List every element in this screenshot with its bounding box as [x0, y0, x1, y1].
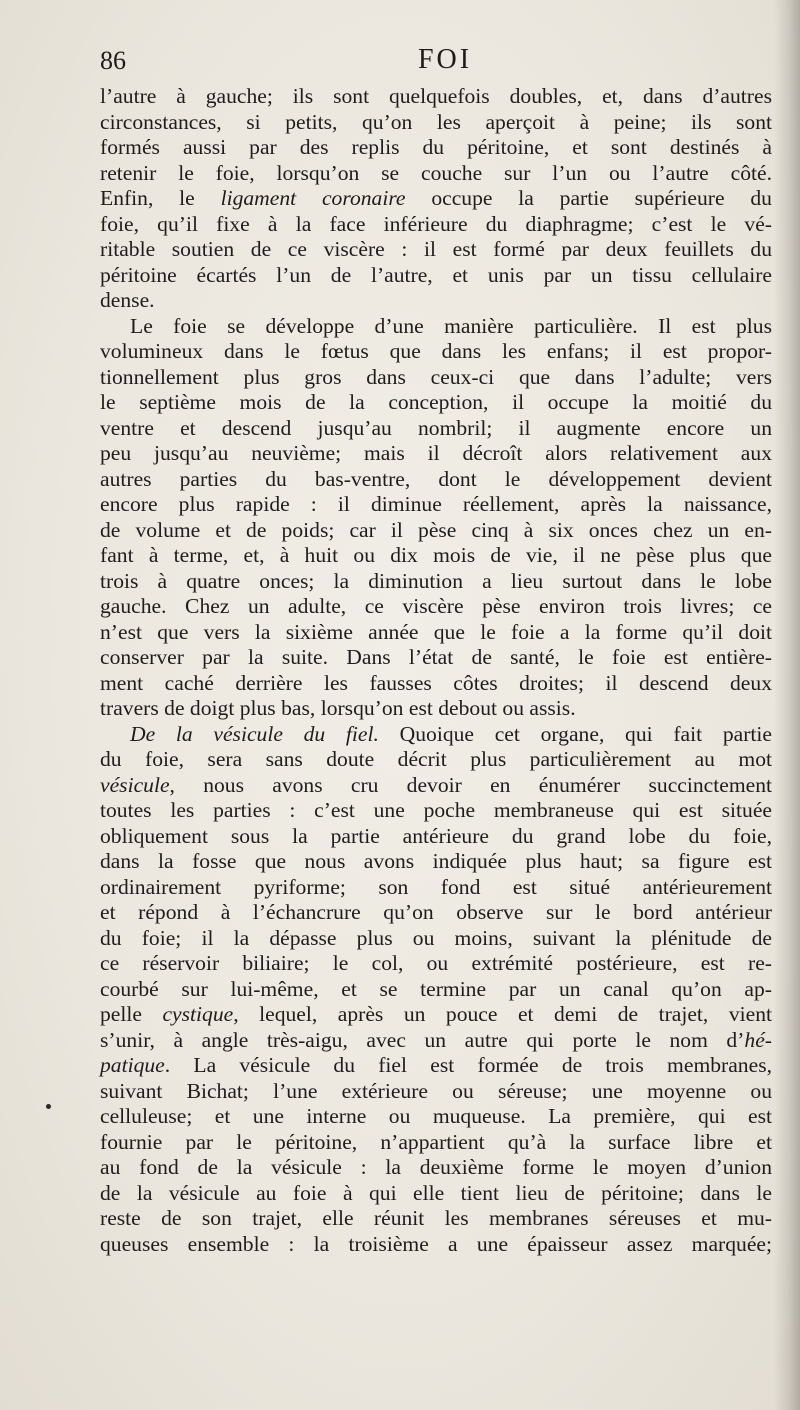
text-line: pelle cystique, lequel, après un pouce et demi de trajet, vient: [100, 1002, 772, 1026]
text-line: du foie, sera sans doute décrit plus particulièrement au mot: [100, 747, 772, 771]
text-line: conserver par la suite. Dans l’état de santé, le foie est entière-: [100, 645, 772, 669]
text-line: ordinairement pyriforme; son fond est situé antérieurement: [100, 874, 772, 899]
text-line: gauche. Chez un adulte, ce viscère pèse environ trois livres; ce: [100, 594, 772, 618]
text-line: peu jusqu’au neuvième; mais il décroît alors relativement aux: [100, 441, 772, 465]
italic-term: cystique: [162, 1002, 234, 1026]
text-line: tionnellement plus gros dans ceux-ci que dans l’adulte; vers: [100, 364, 772, 389]
text-line: De la vésicule du fiel. Quoique cet organe, qui fait partie: [130, 721, 772, 746]
text-line: suivant Bichat; l’une extérieure ou séreuse; une moyenne ou: [100, 1078, 772, 1103]
text-line: queuses ensemble : la troisième a une épaisseur assez marquée;: [100, 1231, 772, 1256]
text-line: l’autre à gauche; ils sont quelquefois doubles, et, dans d’autres: [100, 84, 772, 108]
text-line: trois à quatre onces; la diminution a lieu surtout dans le lobe: [100, 568, 772, 593]
text-line: celluleuse; et une interne ou muqueuse. La première, qui est: [100, 1104, 772, 1128]
text-line: du foie; il la dépasse plus ou moins, suivant la plénitude de: [100, 925, 772, 950]
italic-term: ligament coronaire: [220, 186, 406, 210]
text-line: reste de son trajet, elle réunit les membranes séreuses et mu-: [100, 1206, 772, 1230]
body-text: [100, 84, 772, 1257]
text-line: ritable soutien de ce viscère : il est formé par deux feuillets du: [100, 237, 772, 261]
text-line: et répond à l’échancrure qu’on observe sur le bord antérieur: [100, 900, 772, 924]
text-line: vésicule, nous avons cru devoir en énumérer succinctement: [100, 772, 772, 797]
text-line: autres parties du bas-ventre, dont le développement devient: [100, 466, 772, 491]
running-head: FOI: [417, 44, 473, 75]
text-line: n’est que vers la sixième année que le foie a la forme qu’il doit: [100, 619, 772, 644]
italic-term: patique: [100, 1053, 165, 1077]
text-line: formés aussi par des replis du péritoine, et sont destinés à: [100, 135, 772, 159]
text-line: courbé sur lui-même, et se termine par un canal qu’on ap-: [100, 976, 772, 1001]
text-line: circonstances, si petits, qu’on les aperçoit à peine; ils sont: [100, 109, 772, 134]
text-line: encore plus rapide : il diminue réellement, après la naissance,: [100, 492, 772, 516]
text-line: s’unir, à angle très-aigu, avec un autre qui porte le nom d’hé-: [100, 1027, 772, 1052]
text-line: toutes les parties : c’est une poche membraneuse qui est située: [100, 798, 772, 822]
page-gutter-shadow: [774, 0, 800, 1410]
text-line: patique. La vésicule du fiel est formée de trois membranes,: [100, 1053, 772, 1077]
italic-term: hé-: [744, 1027, 772, 1052]
text-line: fant à terme, et, à huit ou dix mois de vie, il ne pèse plus que: [100, 543, 772, 567]
text-line: ment caché derrière les fausses côtes droites; il descend deux: [100, 670, 772, 695]
text-line: fournie par le péritoine, n’appartient qu’à la surface libre et: [100, 1129, 772, 1154]
text-line: dans la fosse que nous avons indiquée plus haut; sa figure est: [100, 849, 772, 873]
text-line: travers de doigt plus bas, lorsqu’on est debout ou assis.: [100, 696, 576, 720]
text-line: Le foie se développe d’une manière particulière. Il est plus: [130, 313, 772, 338]
margin-mark: [46, 1104, 51, 1109]
text-line: dense.: [100, 288, 155, 312]
text-line: le septième mois de la conception, il occupe la moitié du: [100, 390, 772, 414]
page-number: 86: [100, 46, 126, 75]
text-line: ventre et descend jusqu’au nombril; il augmente encore un: [100, 415, 772, 440]
text-line: volumineux dans le fœtus que dans les enfans; il est propor-: [100, 339, 772, 363]
text-line: Enfin, le ligament coronaire occupe la partie supérieure du: [100, 186, 772, 210]
page-header: [100, 46, 790, 82]
text-line: ce réservoir biliaire; le col, ou extrémité postérieure, est re-: [100, 951, 772, 975]
italic-term: De la vésicule du fiel.: [130, 721, 379, 746]
text-line: obliquement sous la partie antérieure du grand lobe du foie,: [100, 823, 772, 848]
italic-term: vésicule: [100, 772, 170, 797]
text-line: au fond de la vésicule : la deuxième forme le moyen d’union: [100, 1155, 772, 1179]
text-line: péritoine écartés l’un de l’autre, et unis par un tissu cellulaire: [100, 262, 772, 287]
text-line: foie, qu’il fixe à la face inférieure du diaphragme; c’est le vé-: [100, 211, 772, 236]
text-line: de volume et de poids; car il pèse cinq à six onces chez un en-: [100, 517, 772, 542]
text-line: retenir le foie, lorsqu’on se couche sur l’un ou l’autre côté.: [100, 160, 772, 185]
text-line: de la vésicule au foie à qui elle tient lieu de péritoine; dans le: [100, 1180, 772, 1205]
